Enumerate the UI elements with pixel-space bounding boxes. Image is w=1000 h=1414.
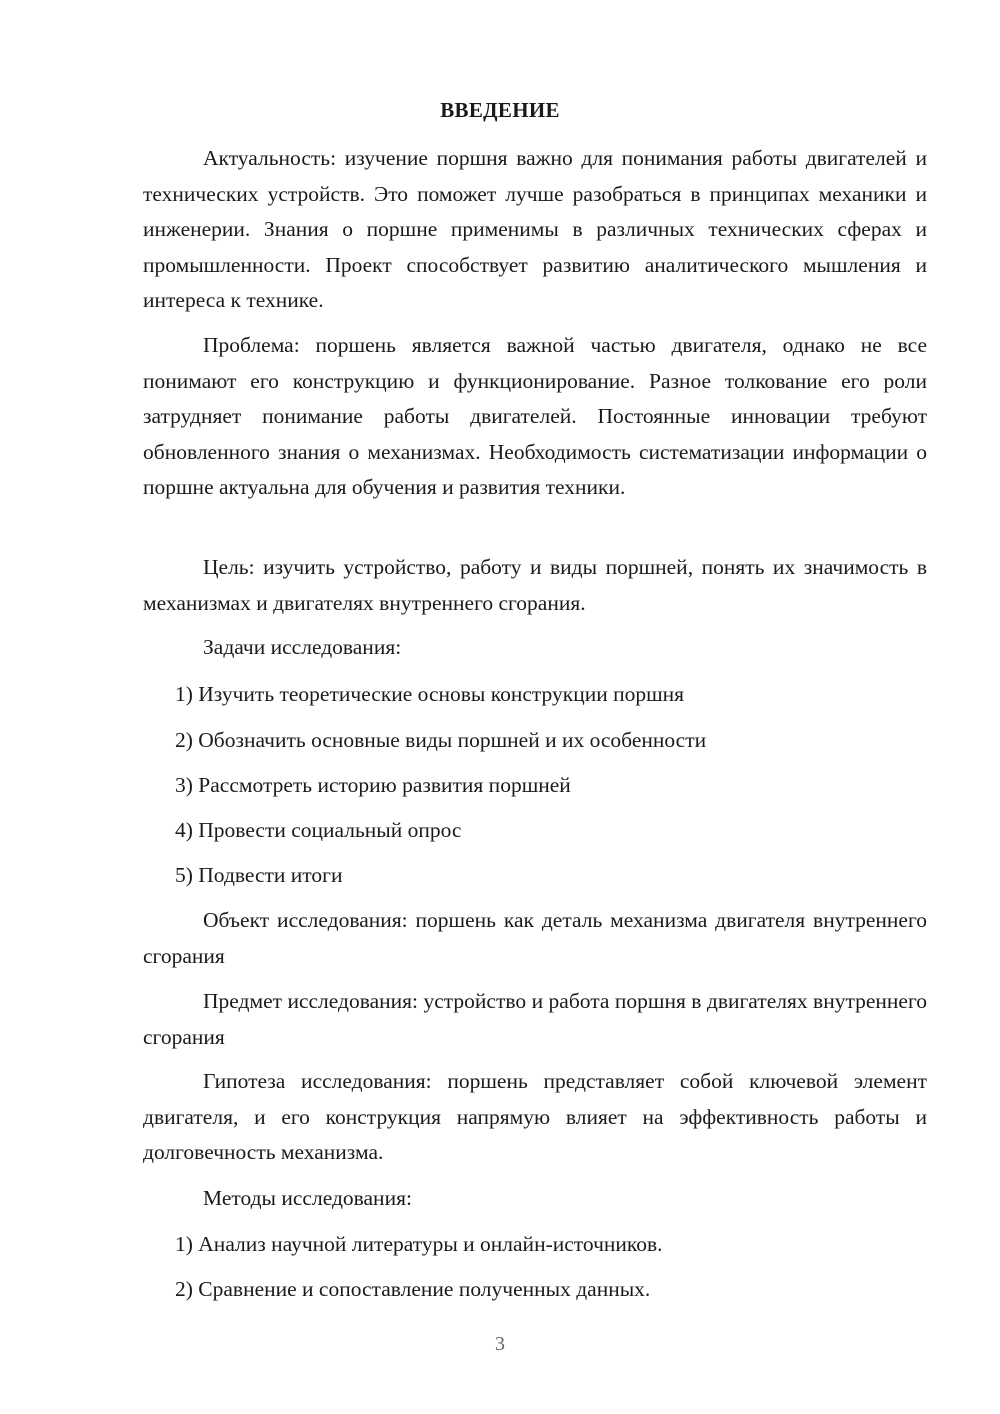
task-item: 1) Изучить теоретические основы конструкции поршня — [175, 682, 685, 706]
actuality-paragraph: Актуальность: изучение поршня важно для понимания работы двигателей и технических устройств. Это поможет лучше разобраться в принципах механики и инженерии. Знания о поршне применимы в различных технических сферах и промышленности. Проект способствует развитию аналитического мышления и интереса к технике. — [143, 146, 927, 312]
subject-paragraph: Предмет исследования: устройство и работа поршня в двигателях внутреннего сгорания — [143, 989, 927, 1049]
methods-heading: Методы исследования: — [203, 1186, 412, 1210]
task-item: 4) Провести социальный опрос — [175, 818, 462, 842]
object-paragraph: Объект исследования: поршень как деталь механизма двигателя внутреннего сгорания — [143, 908, 927, 968]
task-item: 5) Подвести итоги — [175, 863, 343, 887]
task-item: 3) Рассмотреть историю развития поршней — [175, 773, 571, 797]
task-item: 2) Обозначить основные виды поршней и их особенности — [175, 728, 707, 752]
method-item: 1) Анализ научной литературы и онлайн-источников. — [175, 1232, 663, 1256]
page-number: 3 — [495, 1333, 505, 1355]
problem-paragraph: Проблема: поршень является важной частью двигателя, однако не все понимают его конструкцию и функционирование. Разное толкование его роли затрудняет понимание работы двигателей. Постоянные инновации требуют обновленного знания о механизмах. Необходимость систематизации информации о поршне актуальна для обучения и развития техники. — [143, 333, 927, 499]
page-title: ВВЕДЕНИЕ — [440, 98, 560, 122]
hypothesis-paragraph: Гипотеза исследования: поршень представляет собой ключевой элемент двигателя, и его конструкция напрямую влияет на эффективность работы и долговечность механизма. — [143, 1069, 927, 1164]
tasks-heading: Задачи исследования: — [203, 635, 402, 659]
method-item: 2) Сравнение и сопоставление полученных данных. — [175, 1277, 651, 1301]
goal-paragraph: Цель: изучить устройство, работу и виды поршней, понять их значимость в механизмах и двигателях внутреннего сгорания. — [143, 555, 927, 615]
